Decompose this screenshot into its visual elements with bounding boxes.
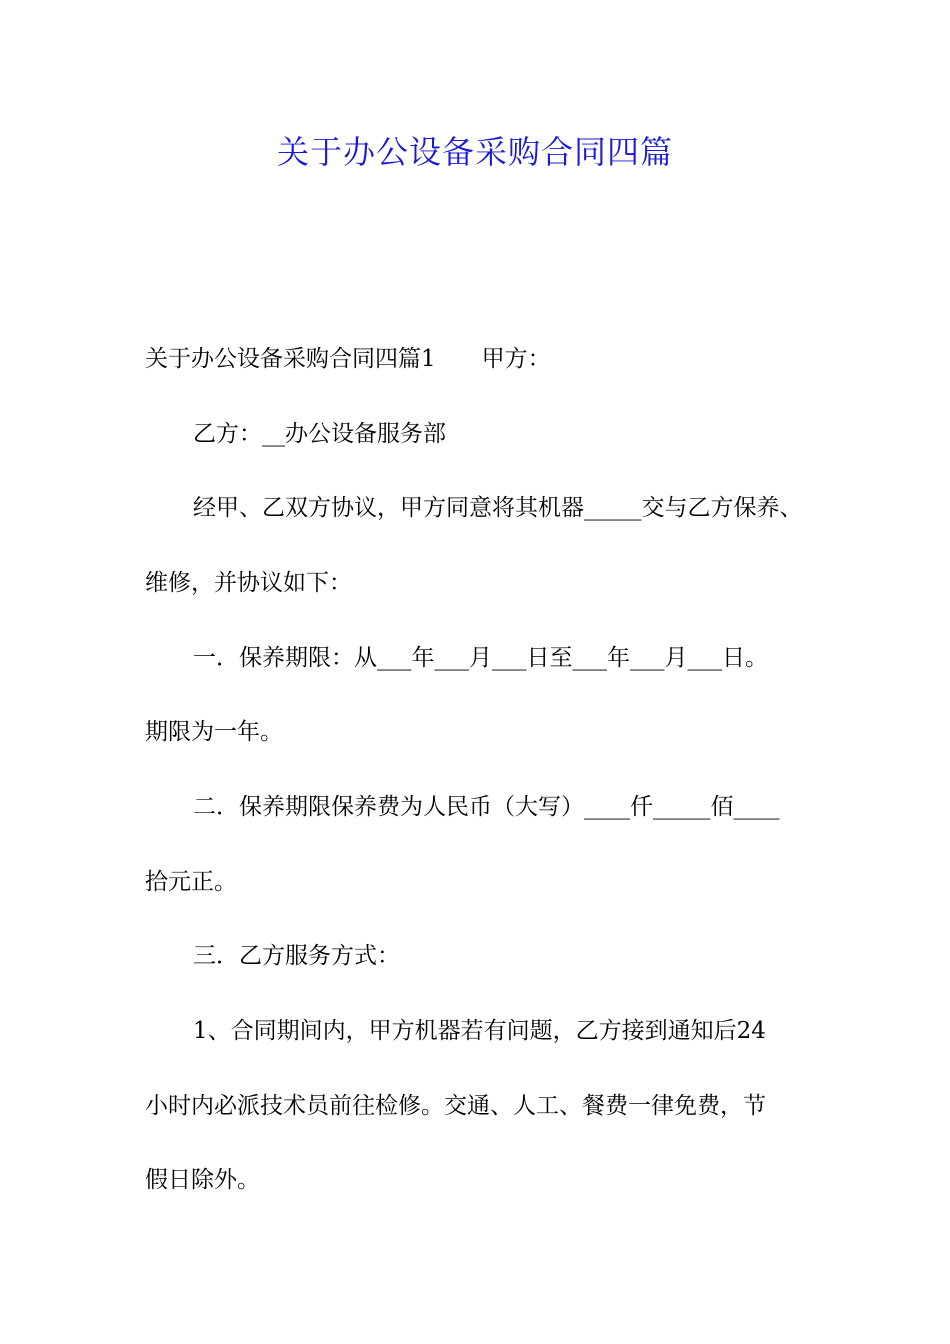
paragraph-line: 假日除外。 [145,1167,260,1193]
document-title: 关于办公设备采购合同四篇 [276,133,673,171]
paragraph-line: 三．乙方服务方式： [193,943,400,969]
paragraph-line: 一．保养期限：从___年___月___日至___年___月___日。 [193,645,768,671]
paragraph-line: 拾元正。 [145,869,237,895]
paragraph-line: 经甲、乙双方协议，甲方同意将其机器_____交与乙方保养、 [193,495,803,521]
paragraph-line: 维修，并协议如下： [145,570,352,596]
paragraph-line: 关于办公设备采购合同四篇1 甲方： [145,346,551,372]
paragraph-line: 二．保养期限保养费为人民币（大写）____仟_____佰____ [193,794,780,820]
paragraph-line: 小时内必派技术员前往检修。交通、人工、餐费一律免费，节 [145,1093,766,1119]
paragraph-line: 1、合同期间内，甲方机器若有问题，乙方接到通知后24 [193,1018,766,1044]
paragraph-line: 乙方：__办公设备服务部 [193,421,446,447]
paragraph-line: 期限为一年。 [145,719,283,745]
